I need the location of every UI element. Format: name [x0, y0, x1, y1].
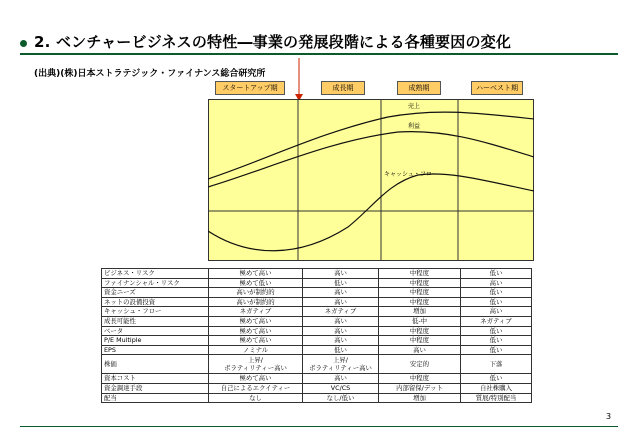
row-label: 配当: [102, 393, 209, 403]
table-cell: 高い: [303, 374, 379, 384]
table-cell: 中程度: [379, 288, 461, 298]
table-cell: 高い: [461, 278, 532, 288]
table-cell: 低-中: [379, 316, 461, 326]
table-cell: 中程度: [379, 326, 461, 336]
table-row: [102, 393, 532, 403]
table-cell: 高い: [461, 307, 532, 317]
table-row: [102, 288, 532, 298]
table-cell: なし/低い: [303, 393, 379, 403]
row-label: EPS: [102, 345, 209, 355]
table-cell: 極めて高い: [209, 336, 303, 346]
table-row: [102, 355, 532, 374]
table-cell: 増加: [379, 393, 461, 403]
table-row: [102, 326, 532, 336]
factors-table: [101, 268, 532, 403]
table-cell: 中程度: [379, 374, 461, 384]
cashflow-label: キャッシュ・フロー: [384, 171, 438, 178]
table-cell: 高いが制約的: [209, 288, 303, 298]
table-cell: 高い: [379, 345, 461, 355]
table-cell: 低い: [461, 336, 532, 346]
table-cell: なし: [209, 393, 303, 403]
table-cell: 高い: [303, 297, 379, 307]
factors-table-body: [102, 269, 532, 403]
table-cell: 自社株購入: [461, 383, 532, 393]
footer-divider: [20, 426, 618, 427]
table-cell: 低い: [461, 269, 532, 279]
lifecycle-chart: [208, 99, 534, 261]
table-cell: 極めて低い: [209, 278, 303, 288]
table-cell: 増加: [379, 307, 461, 317]
table-cell: 低い: [303, 278, 379, 288]
row-label: ビジネス・リスク: [102, 269, 209, 279]
profit-label: 利益: [408, 123, 421, 130]
table-cell: 低い: [461, 345, 532, 355]
row-label: 資本コスト: [102, 374, 209, 384]
phase-harvest: ハーベスト期: [471, 81, 523, 95]
table-cell: VC/CS: [303, 383, 379, 393]
source-citation: (出典)(株)日本ストラテジック・ファイナンス総合研究所: [34, 69, 266, 79]
table-row: [102, 345, 532, 355]
row-label: 資金調達手段: [102, 383, 209, 393]
table-cell: 高い: [303, 336, 379, 346]
table-cell: 低い: [461, 288, 532, 298]
table-cell: 低い: [461, 374, 532, 384]
sales-label: 売上: [408, 103, 421, 110]
row-label: P/E Multiple: [102, 336, 209, 346]
page-number: 3: [606, 412, 612, 421]
row-label: ベータ: [102, 326, 209, 336]
table-row: [102, 316, 532, 326]
table-row: [102, 383, 532, 393]
table-cell: 高い: [303, 269, 379, 279]
table-cell: 安定的: [379, 355, 461, 374]
table-cell: 極めて高い: [209, 374, 303, 384]
table-cell: 低い: [461, 326, 532, 336]
row-label: 資金ニーズ: [102, 288, 209, 298]
row-label: キャッシュ・フロー: [102, 307, 209, 317]
table-cell: 質展/特別配当: [461, 393, 532, 403]
table-cell: 低い: [461, 297, 532, 307]
table-cell: 高い: [303, 326, 379, 336]
table-cell: ネガティブ: [461, 316, 532, 326]
table-cell: ネガティブ: [209, 307, 303, 317]
table-cell: 高い: [303, 316, 379, 326]
phase-startup: スタートアップ期: [215, 81, 285, 95]
table-cell: 極めて高い: [209, 316, 303, 326]
title-divider: [20, 53, 618, 55]
row-label: 成長可能性: [102, 316, 209, 326]
table-row: [102, 336, 532, 346]
table-cell: 中程度: [379, 297, 461, 307]
table-cell: 自己によるエクイティー: [209, 383, 303, 393]
row-label: ファイナンシャル・リスク: [102, 278, 209, 288]
table-row: [102, 269, 532, 279]
table-cell: 極めて高い: [209, 326, 303, 336]
table-cell: 中程度: [379, 336, 461, 346]
table-cell: 上昇/ ボラティリティー高い: [209, 355, 303, 374]
row-label: ネットの設備投資: [102, 297, 209, 307]
table-cell: ネガティブ: [303, 307, 379, 317]
table-cell: 上昇/ ボラティリティー高い: [303, 355, 379, 374]
row-label: 株価: [102, 355, 209, 374]
table-row: [102, 297, 532, 307]
phase-mature: 成熟期: [397, 81, 441, 95]
phase-growth: 成長期: [321, 81, 365, 95]
table-row: [102, 278, 532, 288]
table-cell: 下落: [461, 355, 532, 374]
table-cell: 中程度: [379, 278, 461, 288]
table-cell: 内部留保/デット: [379, 383, 461, 393]
table-cell: 低い: [303, 345, 379, 355]
table-cell: 高いが制約的: [209, 297, 303, 307]
slide-title: 2. ベンチャービジネスの特性―事業の発展段階による各種要因の変化: [34, 33, 512, 51]
table-cell: 極めて高い: [209, 269, 303, 279]
table-row: [102, 307, 532, 317]
title-bullet: [20, 40, 27, 47]
table-cell: 中程度: [379, 269, 461, 279]
table-cell: ノミナル: [209, 345, 303, 355]
table-cell: 高い: [303, 288, 379, 298]
table-row: [102, 374, 532, 384]
